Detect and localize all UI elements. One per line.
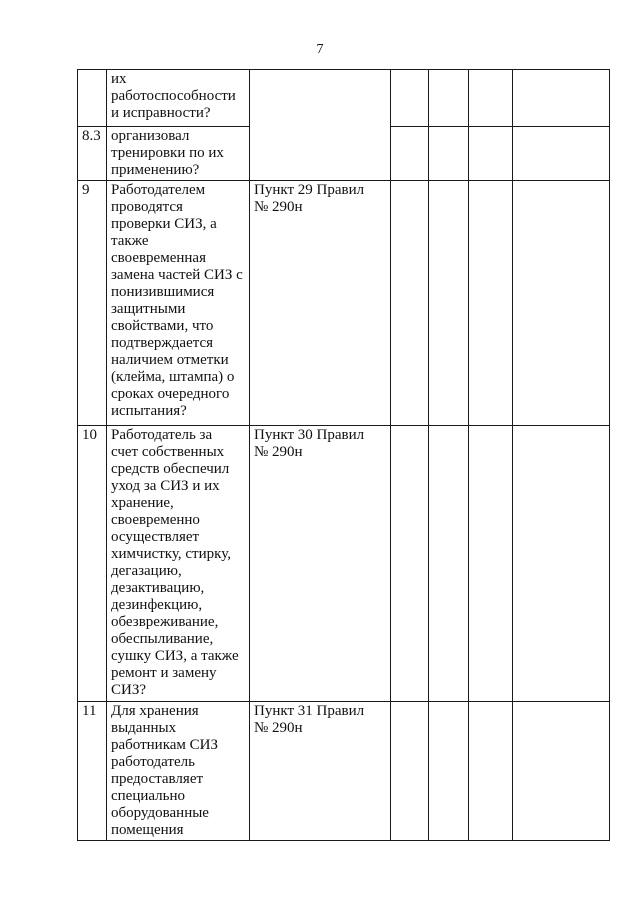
question-cell: организовал тренировки по их применению?	[107, 127, 250, 181]
checklist-table	[77, 69, 610, 841]
norm-cell: Пункт 30 Правил № 290н	[250, 426, 391, 702]
answer-na-cell	[469, 426, 513, 702]
answer-no-cell	[429, 127, 469, 181]
question-cell: Работодатель за счет собственных средств обеспечил уход за СИЗ и их хранение, своевременно осуществляет химчистку, стирку, дегазацию, дезактивацию, дезинфекцию, обезвреживание, обеспыливание, сушку СИЗ, а также ремонт и замену СИЗ?	[107, 426, 250, 702]
note-cell	[513, 70, 610, 127]
row-number	[78, 70, 107, 127]
norm-cell	[250, 70, 391, 181]
answer-na-cell	[469, 702, 513, 841]
row-number: 8.3	[78, 127, 107, 181]
table-row	[78, 70, 610, 127]
note-cell	[513, 181, 610, 426]
answer-yes-cell	[391, 127, 429, 181]
answer-na-cell	[469, 181, 513, 426]
question-cell: Для хранения выданных работникам СИЗ работодатель предоставляет специально оборудованные помещения	[107, 702, 250, 841]
note-cell	[513, 127, 610, 181]
norm-cell: Пункт 29 Правил № 290н	[250, 181, 391, 426]
norm-cell: Пункт 31 Правил № 290н	[250, 702, 391, 841]
answer-yes-cell	[391, 181, 429, 426]
answer-yes-cell	[391, 426, 429, 702]
answer-no-cell	[429, 426, 469, 702]
question-cell: их работоспособности и исправности?	[107, 70, 250, 127]
page-number: 7	[316, 42, 324, 57]
row-number: 11	[78, 702, 107, 841]
answer-no-cell	[429, 702, 469, 841]
answer-na-cell	[469, 127, 513, 181]
table-row	[78, 702, 610, 841]
table-row	[78, 426, 610, 702]
answer-no-cell	[429, 181, 469, 426]
answer-no-cell	[429, 70, 469, 127]
table-row	[78, 181, 610, 426]
answer-yes-cell	[391, 70, 429, 127]
note-cell	[513, 702, 610, 841]
row-number: 10	[78, 426, 107, 702]
question-cell: Работодателем проводятся проверки СИЗ, а также своевременная замена частей СИЗ с понизившимися защитными свойствами, что подтверждается наличием отметки (клейма, штампа) о сроках очередного испытания?	[107, 181, 250, 426]
answer-yes-cell	[391, 702, 429, 841]
note-cell	[513, 426, 610, 702]
row-number: 9	[78, 181, 107, 426]
answer-na-cell	[469, 70, 513, 127]
